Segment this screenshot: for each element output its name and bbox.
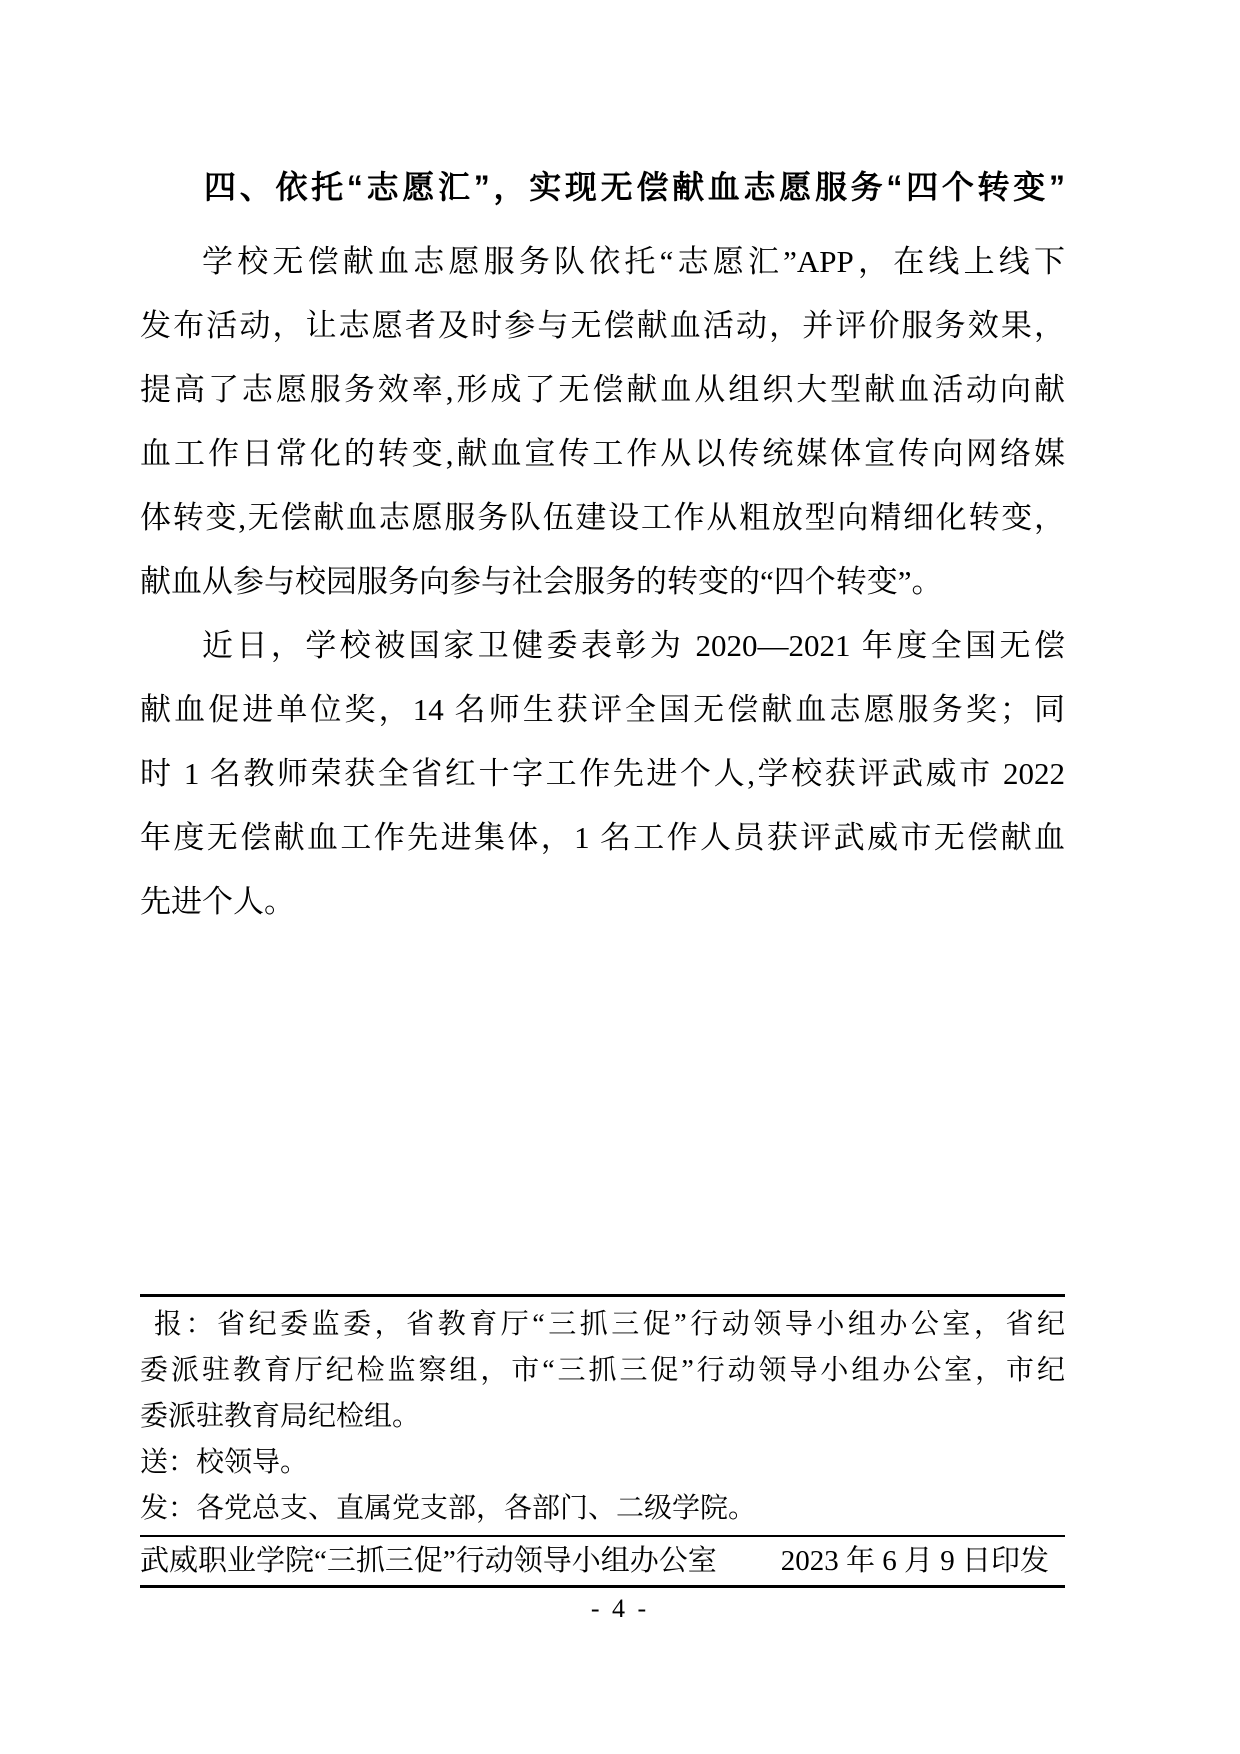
body-line: 献血促进单位奖，14 名师生获评全国无偿献血志愿服务奖；同	[140, 692, 1065, 727]
distribution-line: 送：校领导。	[140, 1447, 309, 1478]
body-line: 学校无偿献血志愿服务队依托“志愿汇”APP，在线上线下	[202, 244, 1065, 279]
distribution-line: 发：各党总支、直属党支部，各部门、二级学院。	[140, 1493, 757, 1524]
body-line: 血工作日常化的转变,献血宣传工作从以传统媒体宣传向网络媒	[140, 436, 1065, 471]
body-line: 体转变,无偿献血志愿服务队伍建设工作从粗放型向精细化转变，	[140, 500, 1065, 535]
body-line: 近日，学校被国家卫健委表彰为 2020—2021 年度全国无偿	[202, 628, 1065, 663]
distribution-line: 委派驻教育局纪检组。	[140, 1401, 421, 1432]
distribution-line: 委派驻教育厅纪检监察组，市“三抓三促”行动领导小组办公室，市纪	[140, 1355, 1065, 1386]
section-heading: 四、依托“志愿汇”，实现无偿献血志愿服务“四个转变”	[204, 169, 1065, 205]
colophon	[140, 1539, 1065, 1583]
body-line: 献血从参与校园服务向参与社会服务的转变的“四个转变”。	[140, 564, 943, 599]
body-text	[140, 230, 1065, 934]
distribution-line: 报：省纪委监委，省教育厅“三抓三促”行动领导小组办公室，省纪	[154, 1309, 1065, 1340]
issuing-office: 武威职业学院“三抓三促”行动领导小组办公室	[140, 1545, 717, 1577]
print-date: 2023 年 6 月 9 日印发	[780, 1545, 1049, 1577]
body-line: 年度无偿献血工作先进集体，1 名工作人员获评武威市无偿献血	[140, 820, 1065, 855]
divider-middle	[140, 1535, 1065, 1537]
body-line: 时 1 名教师荣获全省红十字工作先进个人,学校获评武威市 2022	[140, 756, 1065, 791]
page-number: - 4 -	[590, 1594, 650, 1623]
body-line: 发布活动，让志愿者及时参与无偿献血活动，并评价服务效果，	[140, 308, 1065, 343]
body-line: 提高了志愿服务效率,形成了无偿献血从组织大型献血活动向献	[140, 372, 1065, 407]
body-line: 先进个人。	[140, 884, 295, 919]
distribution-block	[140, 1302, 1065, 1532]
divider-bottom	[140, 1585, 1065, 1588]
divider-top	[140, 1294, 1065, 1297]
